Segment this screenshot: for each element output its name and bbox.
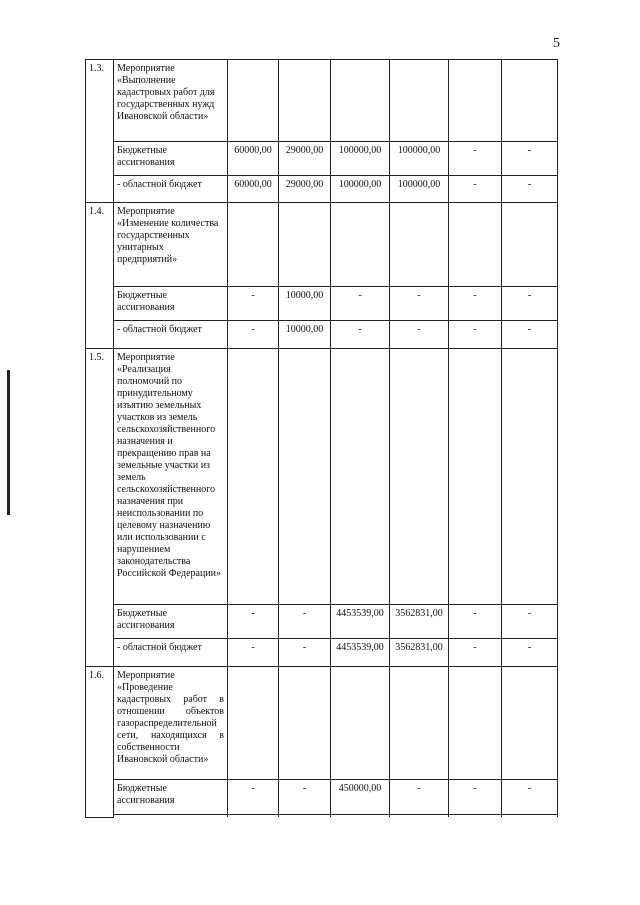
value-cell: 10000,00 (279, 287, 331, 321)
table-row (86, 321, 558, 349)
event-title: Мероприятие «Выполнение кадастровых работ для государственных нужд Ивановской области» (114, 60, 228, 142)
value-cell: 3562831,00 (390, 639, 449, 667)
event-title: Мероприятие «Проведение кадастровых работ в отношении объектов газораспределительной сети, находящихся в собственности Ивановской области» (114, 667, 228, 780)
value-cell: - (390, 321, 449, 349)
regional-budget-label: - областной бюджет (114, 176, 228, 203)
value-cell: 29000,00 (279, 176, 331, 203)
value-cell: 100000,00 (331, 176, 390, 203)
value-cell: 3562831,00 (390, 605, 449, 639)
value-cell: 4453539,00 (331, 605, 390, 639)
regional-budget-label: - областной бюджет (114, 639, 228, 667)
value-cell: 100000,00 (390, 142, 449, 176)
table-row (86, 60, 558, 142)
value-cell: - (228, 639, 279, 667)
event-title: Мероприятие «Изменение количества государственных унитарных предприятий» (114, 203, 228, 287)
value-cell: - (502, 287, 558, 321)
value-cell: 100000,00 (390, 176, 449, 203)
value-cell: 60000,00 (228, 142, 279, 176)
value-cell: - (449, 639, 502, 667)
value-cell: 100000,00 (331, 142, 390, 176)
value-cell: - (279, 639, 331, 667)
table-row (86, 349, 558, 605)
value-cell: - (228, 605, 279, 639)
event-title: Мероприятие «Реализация полномочий по принудительному изъятию земельных участков из земель сельскохозяйственного назначения и прекращению прав на земельные участки из земель сельскохозяйственного назначения при неиспользовании по целевому назначению или использовании с нарушением законодательства Российской Федерации» (114, 349, 228, 605)
value-cell: - (502, 176, 558, 203)
value-cell: - (449, 321, 502, 349)
regional-budget-label: - областной бюджет (114, 321, 228, 349)
value-cell: - (449, 176, 502, 203)
value-cell: - (228, 287, 279, 321)
scan-margin-mark (7, 370, 10, 515)
value-cell: - (449, 287, 502, 321)
budget-label: Бюджетные ассигнования (114, 142, 228, 176)
table-row (86, 203, 558, 287)
value-cell: - (228, 780, 279, 815)
value-cell: - (228, 321, 279, 349)
value-cell: - (331, 287, 390, 321)
table-row (86, 287, 558, 321)
value-cell: - (279, 780, 331, 815)
value-cell: - (279, 605, 331, 639)
table-row (86, 639, 558, 667)
budget-label: Бюджетные ассигнования (114, 605, 228, 639)
table-row (86, 142, 558, 176)
value-cell: - (390, 780, 449, 815)
table-row (86, 780, 558, 815)
table-row (86, 605, 558, 639)
budget-label: Бюджетные ассигнования (114, 780, 228, 815)
budget-label: Бюджетные ассигнования (114, 287, 228, 321)
value-cell: - (502, 780, 558, 815)
value-cell: - (390, 287, 449, 321)
value-cell: - (502, 142, 558, 176)
item-number: 1.3. (86, 60, 114, 203)
item-number: 1.4. (86, 203, 114, 349)
value-cell: 4453539,00 (331, 639, 390, 667)
table-row (86, 815, 558, 818)
page-number: 5 (553, 36, 560, 51)
value-cell: - (449, 780, 502, 815)
value-cell: 10000,00 (279, 321, 331, 349)
value-cell: - (331, 321, 390, 349)
item-number: 1.6. (86, 667, 114, 818)
value-cell: 29000,00 (279, 142, 331, 176)
table-row (86, 176, 558, 203)
table-row (86, 667, 558, 780)
value-cell: - (449, 605, 502, 639)
value-cell: 60000,00 (228, 176, 279, 203)
value-cell: - (502, 321, 558, 349)
value-cell: - (502, 605, 558, 639)
item-number: 1.5. (86, 349, 114, 667)
budget-table (85, 59, 558, 818)
value-cell: 450000,00 (331, 780, 390, 815)
value-cell: - (449, 142, 502, 176)
value-cell: - (502, 639, 558, 667)
